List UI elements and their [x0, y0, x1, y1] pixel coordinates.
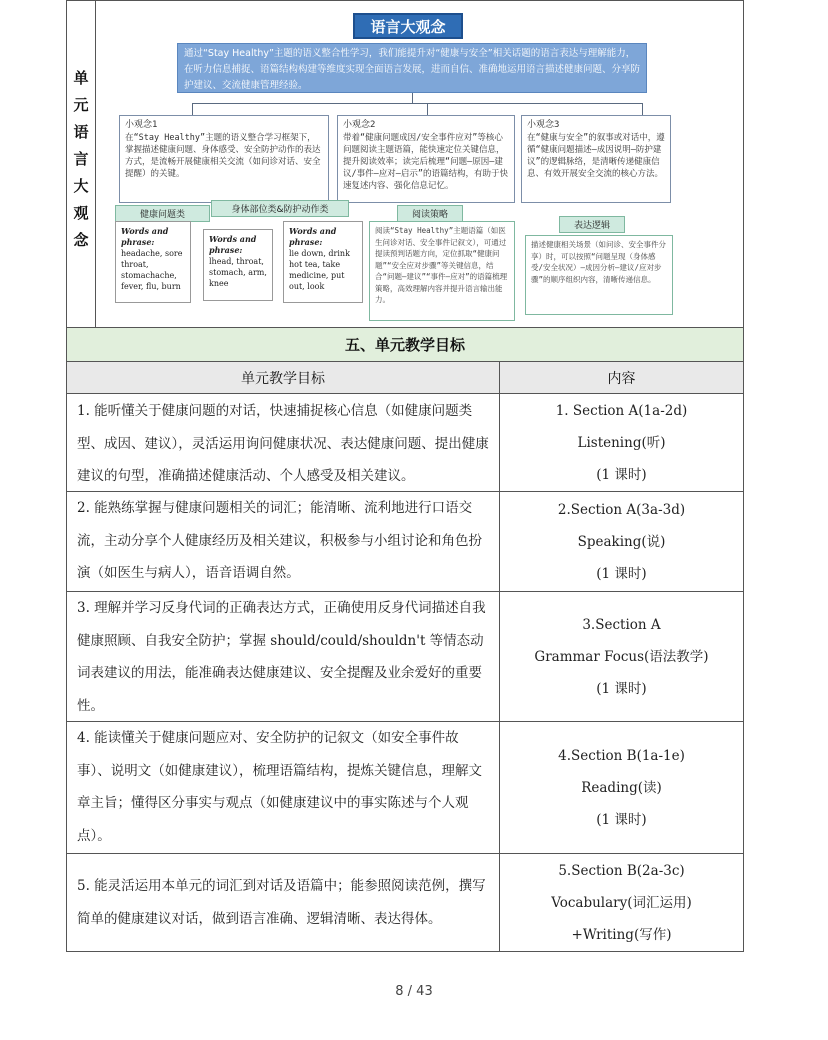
content-cell-3 [499, 592, 744, 722]
content-hours: (1 课时) [596, 466, 647, 483]
content-section: 1. Section A(1a-2d) [555, 402, 688, 419]
concept-box-2 [337, 115, 515, 203]
big-idea-intro: 通过“Stay Healthy”主题的语义整合性学习，我们能提升对“健康与安全”相关话题的语言表达与理解能力，在听力信息捕捉、语篇结构构建等维度实现全面语言发展，进而自信、准确地运用语言描述健康问题、分享防护建议、交流健康管理经验。 [177, 43, 647, 93]
concept-title: 小观念1 [125, 120, 158, 130]
content-skill: Vocabulary(词汇运用) [551, 894, 692, 911]
column-header-goal: 单元教学目标 [66, 362, 500, 394]
concept-box-1 [119, 115, 329, 203]
concept-text: 带着“健康问题成因/安全事件应对”等核心问题阅读主题语篇，能快速定位关键信息，提升阅读效率；读完后梳理“问题—原因—建议/事件—应对—启示”的语篇结构，有助于快速复述内容、强化信息记忆。 [343, 133, 508, 191]
big-idea-title: 语言大观念 [353, 13, 463, 39]
concept-title: 小观念2 [343, 120, 376, 130]
reading-strategy-box: 阅读“Stay Healthy”主题语篇（如医生问诊对话、安全事件记叙文），可通过提读预判话题方向，定位抓取“健康问题”“安全应对步骤”等关键信息，结合“问题—建议”“事件—应对”的语篇梳理策略，高效理解内容并提升语言输出能力。 [369, 221, 515, 321]
content-section: 4.Section B(1a-1e) [558, 747, 685, 764]
concept-diagram [97, 3, 743, 327]
goal-cell-4: 4. 能读懂关于健康问题应对、安全防护的记叙文（如安全事件故事）、说明文（如健康建议），梳理语篇结构，提炼关键信息，理解文章主旨；懂得区分事实与观点（如健康建议中的事实陈述与个人观点）。 [66, 722, 500, 854]
connector-line [427, 103, 428, 115]
content-cell-5 [499, 854, 744, 952]
content-cell-2 [499, 492, 744, 592]
content-skill: Grammar Focus(语法教学) [534, 648, 709, 665]
section-title: 五、单元教学目标 [66, 328, 744, 362]
content-hours: +Writing(写作) [571, 926, 672, 943]
content-cell-1 [499, 394, 744, 492]
goal-cell-1: 1. 能听懂关于健康问题的对话，快速捕捉核心信息（如健康问题类型、成因、建议），灵活运用询问健康状况、表达健康问题、提出健康建议的句型，准确描述健康活动、个人感受及相关建议。 [66, 394, 500, 492]
concept-title: 小观念3 [527, 120, 560, 130]
concept-text: 在“健康与安全”的叙事或对话中，遵循“健康问题描述—成因说明—防护建议”的逻辑脉络，是清晰传递健康信息、有效开展安全交流的核心方法。 [527, 133, 665, 179]
content-section: 5.Section B(2a-3c) [558, 862, 685, 879]
connector-line [642, 103, 643, 115]
label-reading: 阅读策略 [397, 205, 463, 222]
goal-cell-5: 5. 能灵活运用本单元的词汇到对话及语篇中；能参照阅读范例，撰写简单的健康建议对话，做到语言准确、逻辑清晰、表达得体。 [66, 854, 500, 952]
concept-box-3 [521, 115, 671, 203]
big-idea-row [66, 0, 744, 328]
content-hours: (1 课时) [596, 811, 647, 828]
connector-line [412, 93, 413, 103]
content-hours: (1 课时) [596, 565, 647, 582]
goal-cell-3: 3. 理解并学习反身代词的正确表达方式，正确使用反身代词描述自我健康照顾、自我安全防护；掌握 should/could/shouldn't 等情态动词表建议的用法，能准确表达健康建议、安全提醒及业余爱好的重要性。 [66, 592, 500, 722]
expression-logic-box: 描述健康相关场景（如问诊、安全事件分享）时，可以按照“问题呈现（身体感受/安全状况）—成因分析—建议/应对步骤”的顺序组织内容，清晰传递信息。 [525, 235, 673, 315]
column-header-content: 内容 [499, 362, 744, 394]
side-label: 单元语言大观念 [71, 69, 90, 259]
word-box-heading: Words and phrase: [209, 234, 257, 255]
content-cell-4 [499, 722, 744, 854]
word-box-2 [203, 229, 273, 301]
concept-text: 在“Stay Healthy”主题的语义整合学习框架下，掌握描述健康问题、身体感受、安全防护动作的表达方式，是流畅开展健康相关交流（如问诊对话、安全提醒）的关键。 [125, 133, 321, 179]
goal-cell-2: 2. 能熟练掌握与健康问题相关的词汇；能清晰、流利地进行口语交流，主动分享个人健康经历及相关建议，积极参与小组讨论和角色扮演（如医生与病人），语音语调自然。 [66, 492, 500, 592]
side-label-cell [67, 1, 96, 327]
word-box-heading: Words and phrase: [289, 226, 337, 247]
word-box-1 [115, 221, 191, 303]
word-box-heading: Words and phrase: [121, 226, 169, 247]
content-skill: Reading(读) [581, 779, 662, 796]
content-hours: (1 课时) [596, 680, 647, 697]
connector-line [192, 103, 193, 115]
label-body: 身体部位类&防护动作类 [211, 200, 349, 217]
content-section: 3.Section A [582, 616, 661, 633]
content-skill: Speaking(说) [577, 533, 666, 550]
word-box-text: lhead, throat, stomach, arm, knee [209, 257, 267, 288]
content-section: 2.Section A(3a-3d) [557, 501, 686, 518]
word-box-3 [283, 221, 363, 303]
label-health: 健康问题类 [115, 205, 210, 222]
page-number: 8 / 43 [395, 984, 433, 999]
content-skill: Listening(听) [577, 434, 666, 451]
word-box-text: lie down, drink hot tea, take medicine, put out, look [289, 249, 350, 291]
label-logic: 表达逻辑 [559, 216, 625, 233]
word-box-text: headache, sore throat, stomachache, fever, flu, burn [121, 249, 183, 291]
connector-line [192, 103, 642, 104]
